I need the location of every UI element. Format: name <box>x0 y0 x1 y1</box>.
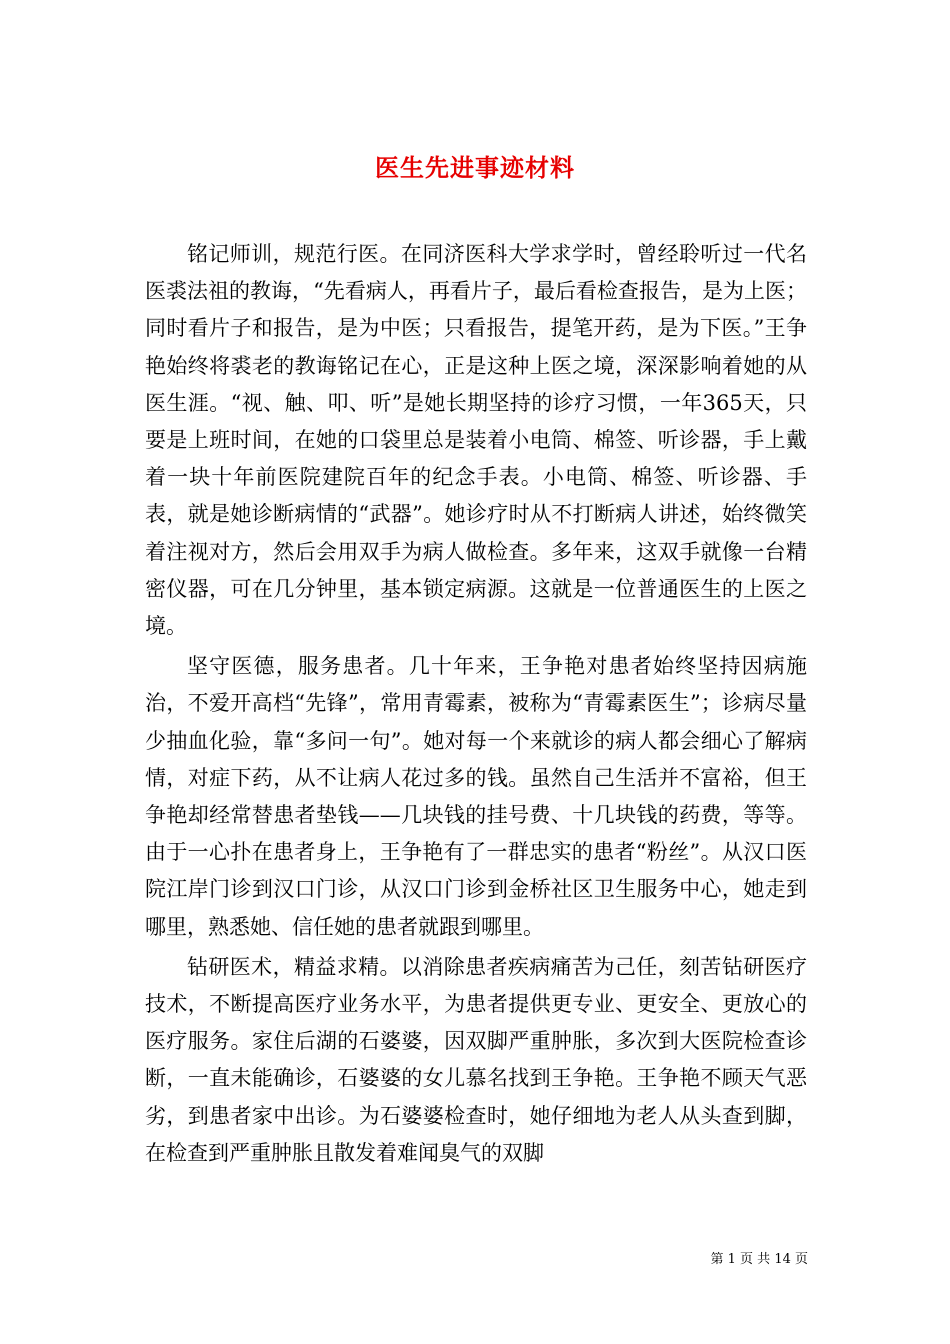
document-body <box>145 236 807 1172</box>
page-number-footer: 第 1 页 共 14 页 <box>710 1252 808 1267</box>
paragraph-2: 坚守医德，服务患者。几十年来，王争艳对患者始终坚持因病施治，不爱开高档“先锋”，常用青霉素，被称为“青霉素医生”；诊病尽量少抽血化验，靠“多问一句”。她对每一个来就诊的病人都会细心了解病情，对症下药，从不让病人花过多的钱。虽然自己生活并不富裕，但王争艳却经常替患者垫钱——几块钱的挂号费、十几块钱的药费，等等。由于一心扑在患者身上，王争艳有了一群忠实的患者“粉丝”。从汉口医院江岸门诊到汉口门诊，从汉口门诊到金桥社区卫生服务中心，她走到哪里，熟悉她、信任她的患者就跟到哪里。 <box>145 654 807 939</box>
document-title: 医生先进事迹材料 <box>375 153 575 183</box>
paragraph-1: 铭记师训，规范行医。在同济医科大学求学时，曾经聆听过一代名医裘法祖的教诲，“先看病人，再看片子，最后看检查报告，是为上医；同时看片子和报告，是为中医；只看报告，提笔开药，是为下医。”王争艳始终将裘老的教诲铭记在心，正是这种上医之境，深深影响着她的从医生涯。“视、触、叩、听”是她长期坚持的诊疗习惯，一年365天，只要是上班时间，在她的口袋里总是装着小电筒、棉签、听诊器，手上戴着一块十年前医院建院百年的纪念手表。小电筒、棉签、听诊器、手表，就是她诊断病情的“武器”。她诊疗时从不打断病人讲述，始终微笑着注视对方，然后会用双手为病人做检查。多年来，这双手就像一台精密仪器，可在几分钟里，基本锁定病源。这就是一位普通医生的上医之境。 <box>145 242 807 639</box>
paragraph-3: 钻研医术，精益求精。以消除患者疾病痛苦为己任，刻苦钻研医疗技术，不断提高医疗业务水平，为患者提供更专业、更安全、更放心的医疗服务。家住后湖的石婆婆，因双脚严重肿胀，多次到大医院检查诊断，一直未能确诊，石婆婆的女儿慕名找到王争艳。王争艳不顾天气恶劣，到患者家中出诊。为石婆婆检查时，她仔细地为老人从头查到脚，在检查到严重肿胀且散发着难闻臭气的双脚 <box>145 954 807 1165</box>
